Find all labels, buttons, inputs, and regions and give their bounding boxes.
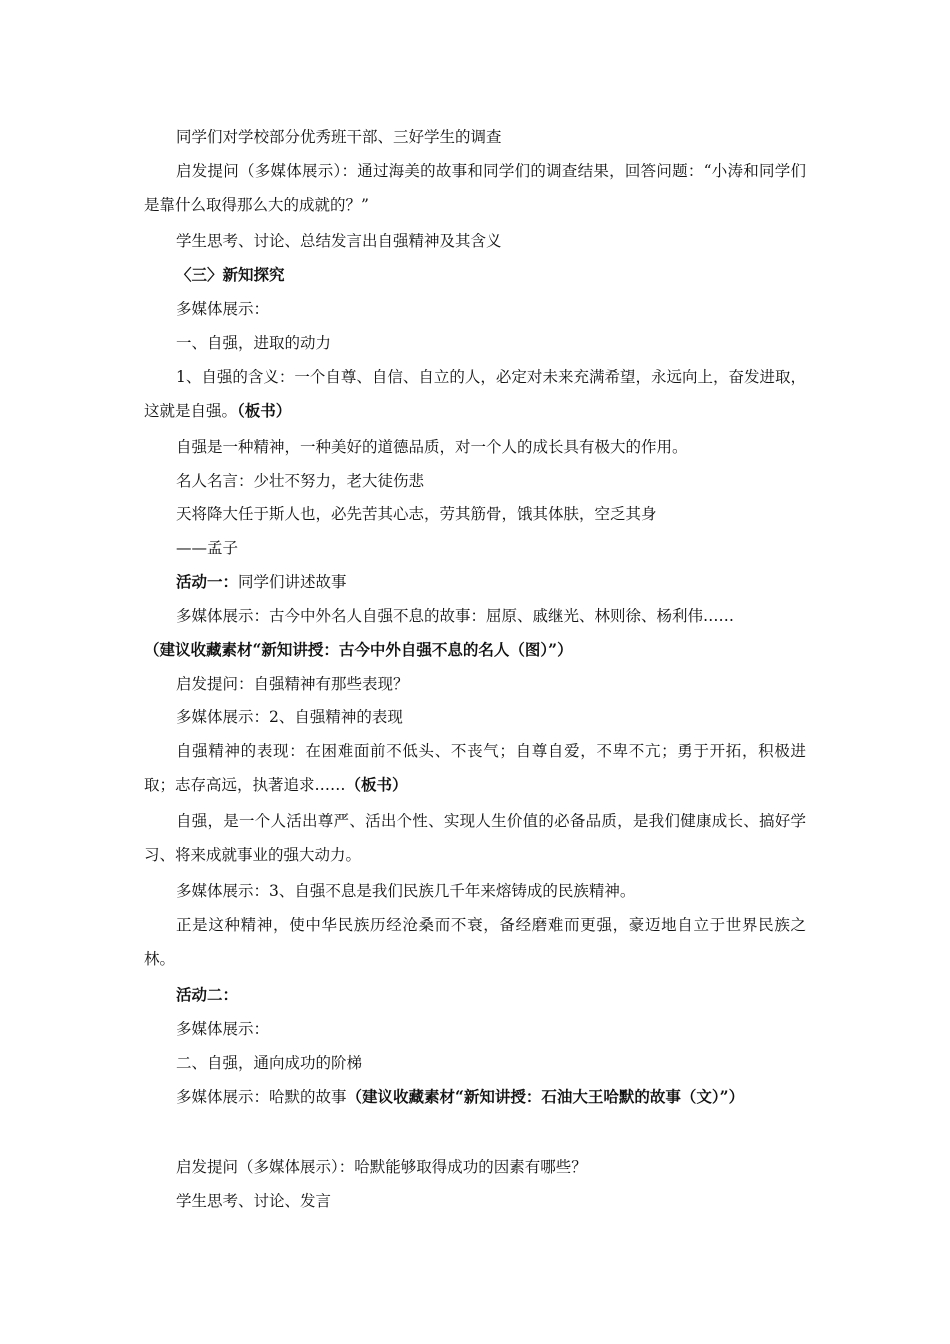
board-note-2: （板书） [345,775,408,794]
paragraph-spirit-description: 自强是一种精神，一种美好的道德品质，对一个人的成长具有极大的作用。 [176,438,688,456]
paragraph-mencius-quote: 天将降大任于斯人也，必先苦其心志，劳其筋骨，饿其体肤，空乏其身 [176,505,657,523]
paragraph-student-discussion: 学生思考、讨论、总结发言出自强精神及其含义 [176,232,502,250]
resource-note-hammer: （建议收藏素材“新知讲授：石油大王哈默的故事（文）”） [346,1087,745,1106]
paragraph-multimedia-1: 多媒体展示： [176,300,270,318]
paragraph-national-spirit: 正是这种精神，使中华民族历经沧桑而不衰，备经磨难而更强，豪迈地自立于世界民族之林。 [144,916,806,968]
resource-note-famous-people: （建议收藏素材“新知讲授：古今中外自强不息的名人（图）”） [144,640,573,659]
board-note-1: （板书） [237,401,292,420]
paragraph-prompt-manifestations: 启发提问：自强精神有那些表现？ [176,675,409,693]
paragraph-famous-people-stories: 多媒体展示：古今中外名人自强不息的故事：屈原、戚继光、林则徐、杨利伟…… [176,607,735,625]
paragraph-manifestations [144,734,806,802]
paragraph-hammer-story [144,1080,806,1114]
subheading-ladder-to-success: 二、自强，通向成功的阶梯 [176,1054,363,1072]
paragraph-famous-quote: 名人名言：少壮不努力，老大徒伤悲 [176,472,425,490]
paragraph-multimedia-2: 多媒体展示：2、自强精神的表现 [176,708,403,726]
manifestations-text: 自强精神的表现：在困难面前不低头、不丧气；自尊自爱，不卑不亢；勇于开拓，积极进取；志存高远，执著追求…… [144,742,806,794]
activity-two-label: 活动二： [176,985,239,1004]
activity-one-text: 同学们讲述故事 [238,573,347,591]
hammer-story-text: 多媒体展示：哈默的故事 [176,1088,347,1106]
section-heading-new-knowledge: 〈三〉新知探究 [176,265,285,284]
paragraph-multimedia-4: 多媒体展示： [176,1020,270,1038]
paragraph-prompt-question: 启发提问（多媒体展示）：通过海美的故事和同学们的调查结果，回答问题：“小涛和同学们是靠什么取得那么大的成就的？” [144,162,806,214]
activity-one-label: 活动一： [176,572,239,591]
paragraph-survey: 同学们对学校部分优秀班干部、三好学生的调查 [176,128,502,146]
paragraph-student-speech: 学生思考、讨论、发言 [176,1192,332,1210]
paragraph-dignity: 自强，是一个人活出尊严、活出个性、实现人生价值的必备品质，是我们健康成长、搞好学习、将来成就事业的强大动力。 [144,812,806,864]
paragraph-meaning-of-self-improvement [144,360,806,428]
paragraph-prompt-hammer: 启发提问（多媒体展示）：哈默能够取得成功的因素有哪些？ [176,1158,587,1176]
meaning-text: 1、自强的含义：一个自尊、自信、自立的人，必定对未来充满希望，永远向上，奋发进取，这就是自强。 [144,368,806,420]
quote-attribution: ——孟子 [176,539,239,557]
paragraph-multimedia-3: 多媒体展示：3、自强不息是我们民族几千年来熔铸成的民族精神。 [176,882,636,900]
paragraph-activity-one [144,565,806,599]
subheading-self-improvement-motivation: 一、自强，进取的动力 [176,334,332,352]
